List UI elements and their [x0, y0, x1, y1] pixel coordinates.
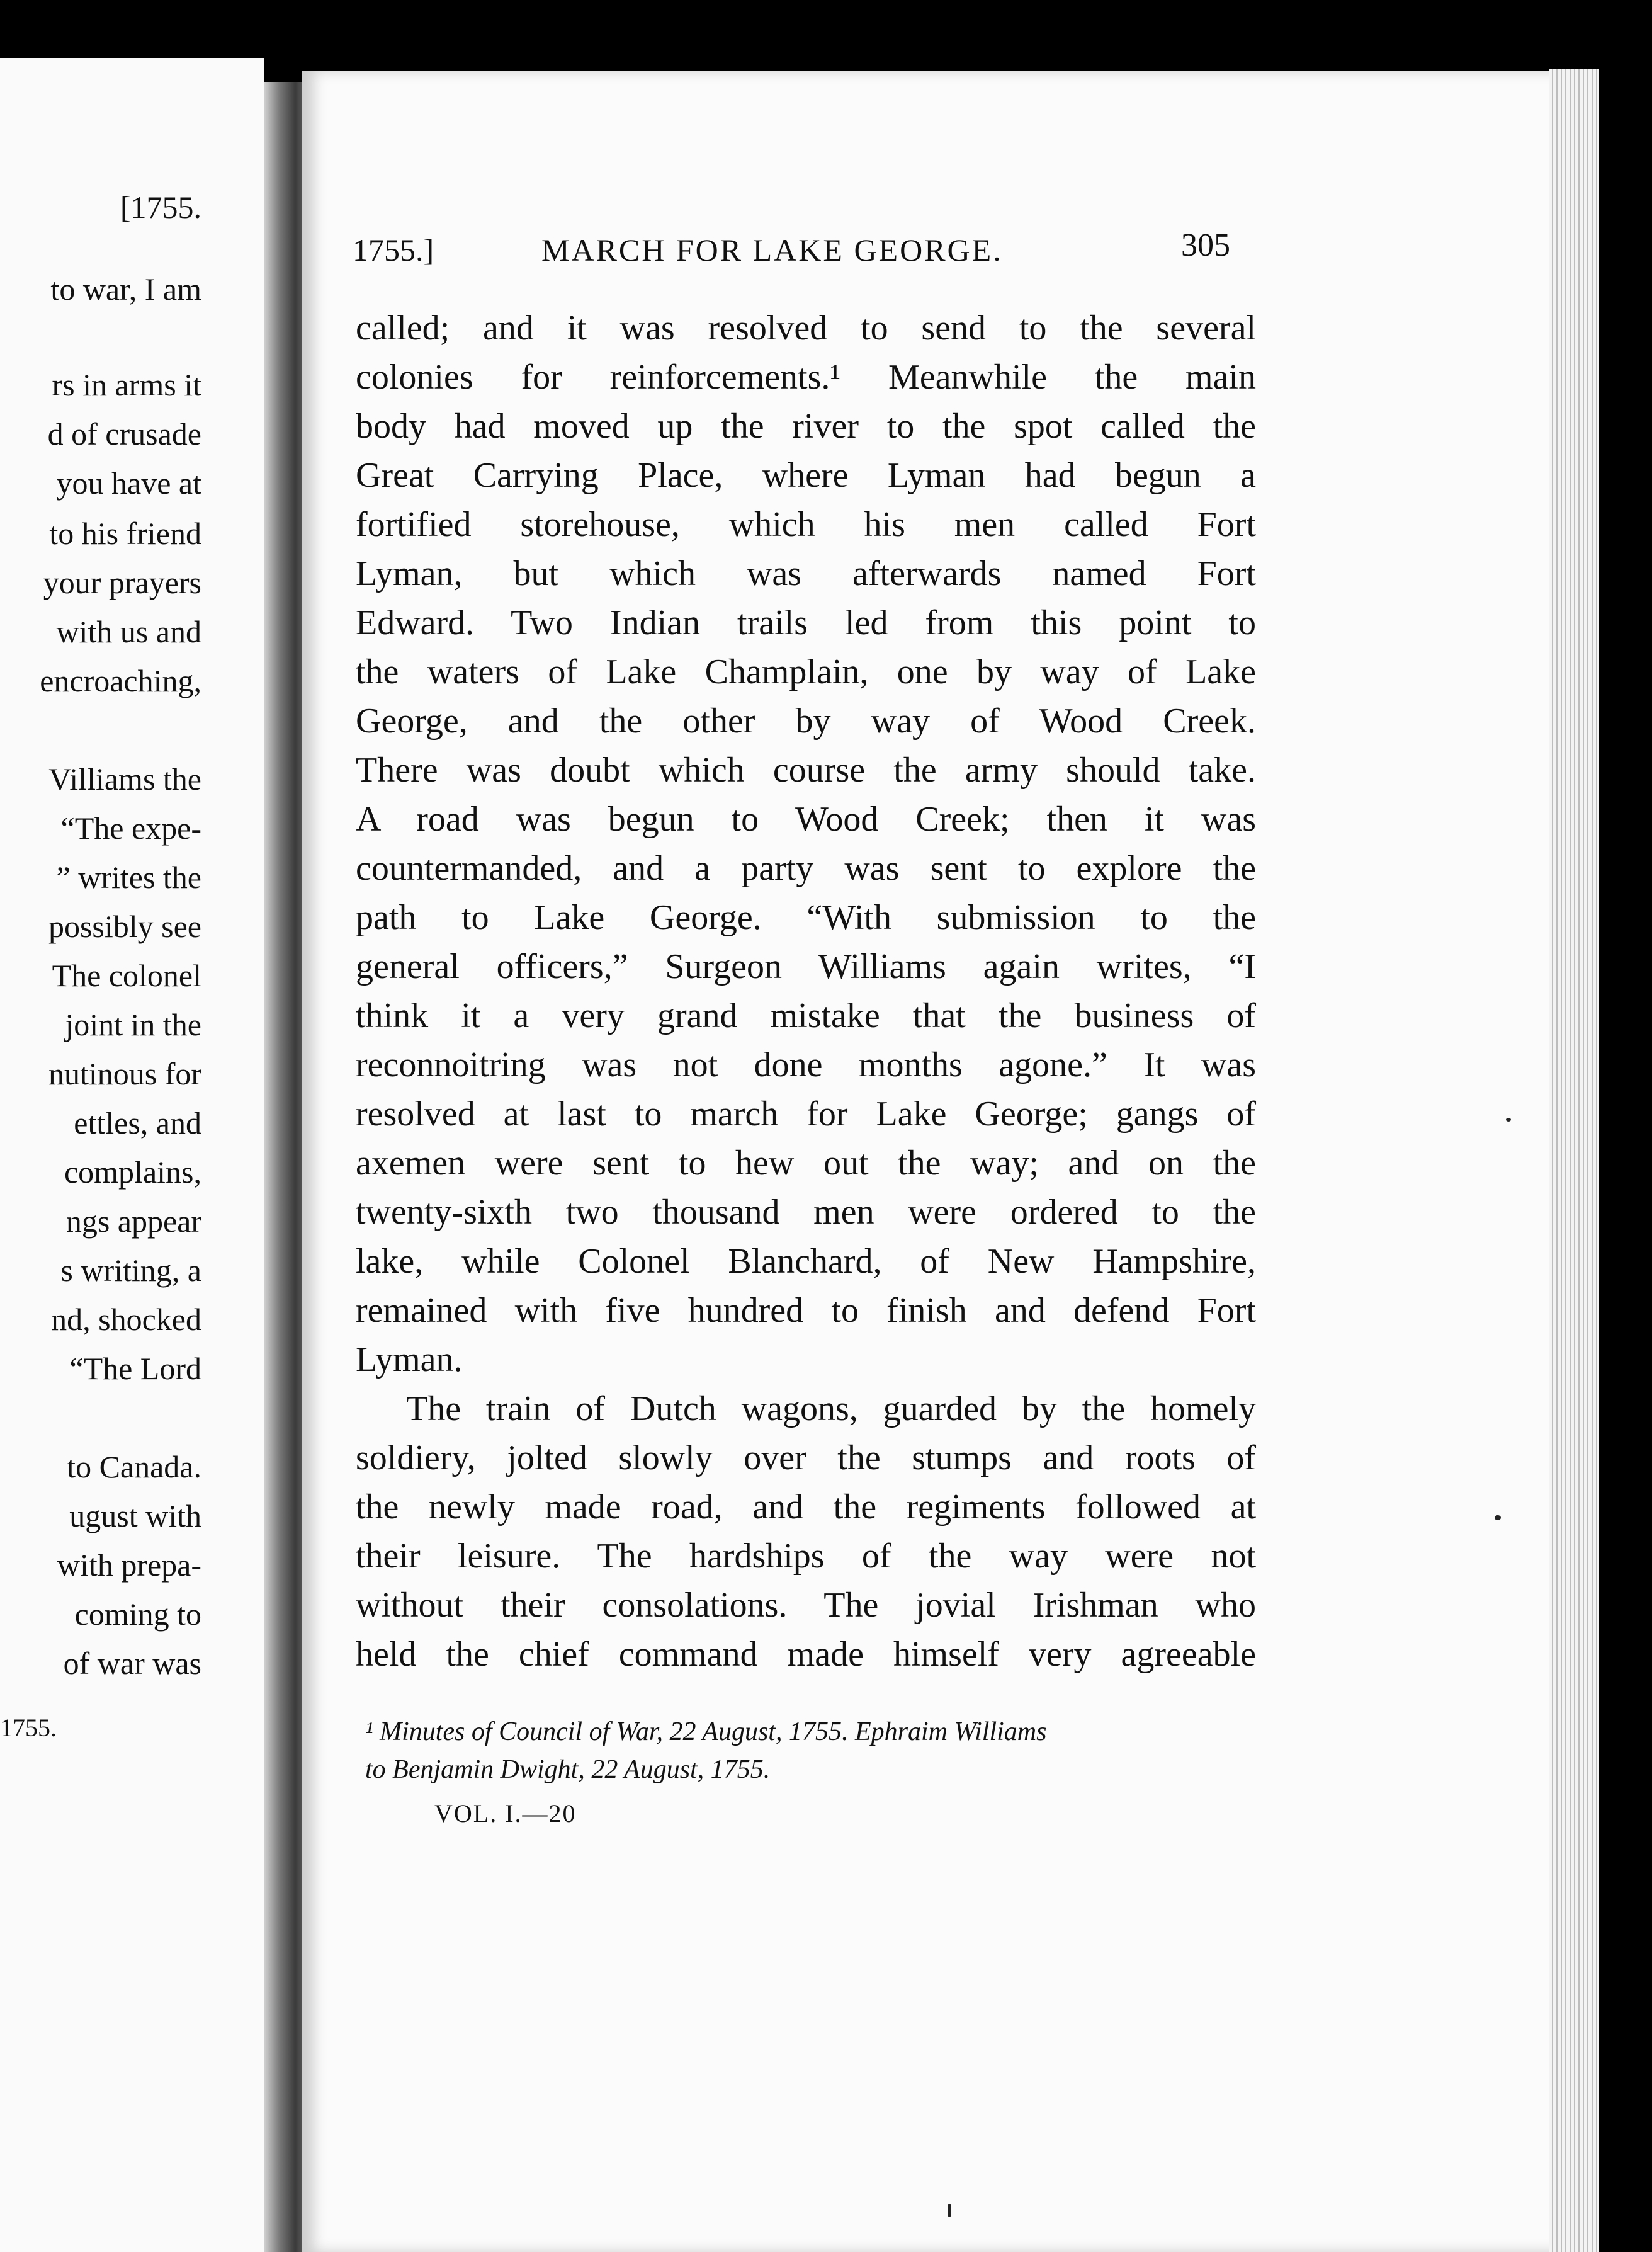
text-line: A road was begun to Wood Creek; then it was — [356, 800, 1256, 839]
left-page-line: ” writes the — [56, 860, 201, 895]
text-line: body had moved up the river to the spot called the — [356, 407, 1256, 446]
text-line: resolved at last to march for Lake George; gangs of — [356, 1095, 1256, 1134]
header-date: 1755.] — [353, 232, 434, 268]
left-page-line: nutinous for — [48, 1056, 201, 1091]
text-line: lake, while Colonel Blanchard, of New Hampshire, — [356, 1242, 1256, 1281]
left-page-line: complains, — [64, 1154, 201, 1190]
signature-mark: VOL. I.—20 — [434, 1799, 577, 1828]
text-line: called; and it was resolved to send to the several — [356, 309, 1256, 348]
text-line: path to Lake George. “With submission to the — [356, 898, 1256, 937]
left-page-line: to Canada. — [67, 1449, 201, 1484]
text-line: Edward. Two Indian trails led from this point to — [356, 603, 1256, 642]
left-page-line: The colonel — [52, 958, 201, 993]
left-page-line: your prayers — [43, 565, 201, 600]
text-line: countermanded, and a party was sent to explore the — [356, 849, 1256, 888]
footnote — [365, 1713, 1272, 1789]
page-edges — [1549, 69, 1599, 2252]
text-line: held the chief command made himself very agreeable — [356, 1635, 1256, 1674]
text-line: colonies for reinforcements.¹ Meanwhile the main — [356, 358, 1256, 397]
text-line: twenty-sixth two thousand men were ordered to the — [356, 1193, 1256, 1232]
left-page-line: s writing, a — [60, 1253, 201, 1288]
left-page-line: with prepa- — [57, 1547, 201, 1583]
text-line: fortified storehouse, which his men called Fort — [356, 505, 1256, 544]
text-line: their leisure. The hardships of the way were not — [356, 1537, 1256, 1576]
left-page — [0, 58, 264, 2252]
text-line: the newly made road, and the regiments followed at — [356, 1487, 1256, 1527]
text-line: general officers,” Surgeon Williams again writes, “I — [356, 947, 1256, 986]
left-page-line: to war, I am — [50, 271, 201, 307]
text-line: reconnoitring was not done months agone.” It was — [356, 1045, 1256, 1084]
text-line: the waters of Lake Champlain, one by way of Lake — [356, 652, 1256, 691]
text-line: There was doubt which course the army should take. — [356, 751, 1256, 790]
body-text — [356, 304, 1256, 1679]
text-line: Lyman, but which was afterwards named Fort — [356, 554, 1256, 593]
left-page-line: “The Lord — [69, 1351, 201, 1386]
text-line: Lyman. — [356, 1340, 463, 1379]
dust-speck — [948, 2204, 951, 2217]
left-page-line: possibly see — [48, 909, 201, 944]
left-page-line: d of crusade — [47, 416, 201, 452]
running-head — [353, 227, 1234, 282]
left-page-line: ngs appear — [65, 1203, 201, 1239]
left-page-line: [1755. — [120, 190, 201, 225]
left-page-line: 1755. — [0, 1714, 57, 1742]
left-page-line: to his friend — [49, 516, 201, 551]
left-page-line: ugust with — [69, 1498, 201, 1533]
left-page-line: nd, shocked — [51, 1302, 201, 1337]
text-line: soldiery, jolted slowly over the stumps and roots of — [356, 1438, 1256, 1477]
text-line: George, and the other by way of Wood Creek. — [356, 702, 1256, 741]
left-page-line: you have at — [56, 465, 201, 501]
page-number: 305 — [1181, 227, 1230, 263]
text-line: remained with five hundred to finish and defend Fort — [356, 1291, 1256, 1330]
left-page-line: with us and — [56, 614, 201, 649]
dust-speck — [1495, 1515, 1501, 1520]
left-page-line: Villiams the — [48, 761, 201, 797]
left-page-line: of war was — [63, 1646, 201, 1681]
footnote-line-2: to Benjamin Dwight, 22 August, 1755. — [365, 1755, 771, 1784]
left-page-line: “The expe- — [60, 810, 201, 846]
left-page-line: coming to — [74, 1596, 201, 1632]
text-line: Great Carrying Place, where Lyman had begun a — [356, 456, 1256, 495]
chapter-title: MARCH FOR LAKE GEORGE. — [541, 232, 1003, 268]
footnote-line-1: ¹ Minutes of Council of War, 22 August, 1755. Ephraim Williams — [365, 1717, 1047, 1746]
paragraph-2 — [356, 1384, 1256, 1679]
text-line: axemen were sent to hew out the way; and on the — [356, 1144, 1256, 1183]
text-line: without their consolations. The jovial Irishman who — [356, 1586, 1256, 1625]
text-line: The train of Dutch wagons, guarded by the homely — [406, 1389, 1256, 1428]
left-page-line: ettles, and — [74, 1105, 201, 1140]
left-page-line: rs in arms it — [52, 367, 201, 402]
left-page-line: joint in the — [65, 1007, 201, 1042]
left-page-line: encroaching, — [40, 663, 201, 698]
text-line: think it a very grand mistake that the business of — [356, 996, 1256, 1035]
paragraph-1 — [356, 304, 1256, 1384]
dust-speck — [1506, 1118, 1511, 1122]
